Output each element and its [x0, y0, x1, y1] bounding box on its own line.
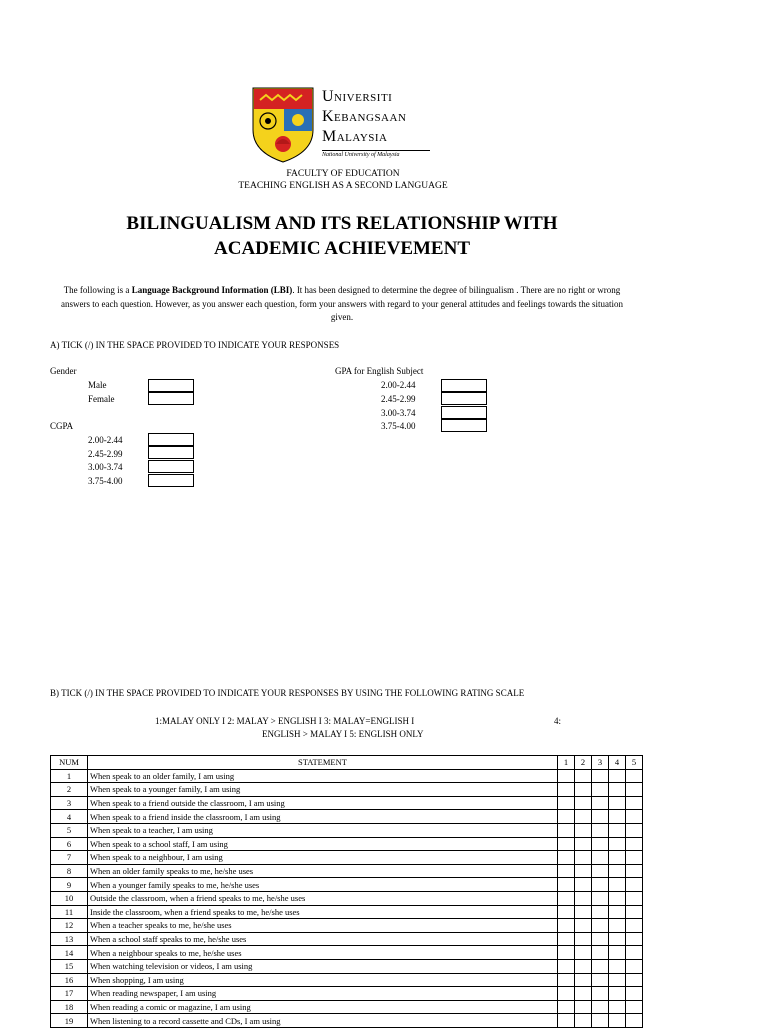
rating-cell-4[interactable] — [609, 796, 626, 810]
row-statement: When a teacher speaks to me, he/she uses — [88, 919, 558, 933]
row-num: 6 — [51, 837, 88, 851]
cgpa-option-1: 2.00-2.44 — [88, 435, 123, 445]
rating-cell-3[interactable] — [592, 1000, 609, 1014]
rating-cell-3[interactable] — [592, 783, 609, 797]
section-a-heading: A) TICK (/) IN THE SPACE PROVIDED TO INDICATE YOUR RESPONSES — [50, 340, 340, 350]
cgpa-option-4: 3.75-4.00 — [88, 476, 123, 486]
cgpa-checkbox-2[interactable] — [148, 446, 194, 459]
rating-cell-1[interactable] — [558, 987, 575, 1001]
row-num: 9 — [51, 878, 88, 892]
table-row — [51, 891, 643, 905]
row-statement: When listening to a record cassette and CDs, I am using — [88, 1014, 558, 1028]
university-logo — [250, 84, 450, 164]
rating-cell-3[interactable] — [592, 973, 609, 987]
gender-option-male: Male — [88, 380, 107, 390]
row-statement: When reading a comic or magazine, I am using — [88, 1000, 558, 1014]
rating-cell-2[interactable] — [575, 878, 592, 892]
row-num: 11 — [51, 905, 88, 919]
rating-cell-5[interactable] — [626, 946, 643, 960]
row-num: 15 — [51, 959, 88, 973]
rating-cell-4[interactable] — [609, 837, 626, 851]
rating-cell-5[interactable] — [626, 851, 643, 865]
row-num: 3 — [51, 796, 88, 810]
row-statement: Inside the classroom, when a friend speaks to me, he/she uses — [88, 905, 558, 919]
rating-cell-4[interactable] — [609, 769, 626, 783]
row-statement: When a younger family speaks to me, he/she uses — [88, 878, 558, 892]
rating-cell-2[interactable] — [575, 864, 592, 878]
row-statement: When speak to a teacher, I am using — [88, 823, 558, 837]
rating-cell-1[interactable] — [558, 932, 575, 946]
rating-cell-2[interactable] — [575, 987, 592, 1001]
rating-cell-4[interactable] — [609, 891, 626, 905]
rating-cell-5[interactable] — [626, 864, 643, 878]
rating-cell-5[interactable] — [626, 932, 643, 946]
header-num: NUM — [51, 756, 88, 770]
table-row — [51, 919, 643, 933]
rating-cell-5[interactable] — [626, 769, 643, 783]
table-row — [51, 1014, 643, 1028]
row-statement: When speak to a neighbour, I am using — [88, 851, 558, 865]
university-name-line3: Malaysia — [322, 128, 388, 145]
row-statement: When reading newspaper, I am using — [88, 987, 558, 1001]
row-statement: When speak to a younger family, I am using — [88, 783, 558, 797]
rating-cell-5[interactable] — [626, 783, 643, 797]
row-num: 19 — [51, 1014, 88, 1028]
rating-cell-2[interactable] — [575, 919, 592, 933]
university-subtitle: National University of Malaysia — [322, 150, 430, 158]
rating-cell-2[interactable] — [575, 769, 592, 783]
table-row — [51, 878, 643, 892]
rating-cell-3[interactable] — [592, 905, 609, 919]
rating-scale-line1: 1:MALAY ONLY I 2: MALAY > ENGLISH I 3: MALAY=ENGLISH I — [155, 716, 415, 726]
table-row — [51, 973, 643, 987]
cgpa-label: CGPA — [50, 421, 74, 431]
table-row — [51, 810, 643, 824]
rating-cell-1[interactable] — [558, 837, 575, 851]
gender-option-female: Female — [88, 394, 115, 404]
rating-cell-2[interactable] — [575, 810, 592, 824]
gender-label: Gender — [50, 366, 77, 376]
intro-text-bold: Language Background Information (LBI) — [131, 285, 293, 295]
row-statement: When speak to a friend outside the classroom, I am using — [88, 796, 558, 810]
rating-cell-5[interactable] — [626, 987, 643, 1001]
rating-cell-3[interactable] — [592, 810, 609, 824]
page-title-line2: ACADEMIC ACHIEVEMENT — [214, 238, 470, 259]
table-row — [51, 959, 643, 973]
faculty-text: FACULTY OF EDUCATION — [286, 169, 400, 179]
table-row — [51, 851, 643, 865]
rating-cell-2[interactable] — [575, 823, 592, 837]
table-row — [51, 796, 643, 810]
rating-cell-4[interactable] — [609, 932, 626, 946]
rating-cell-1[interactable] — [558, 946, 575, 960]
rating-cell-5[interactable] — [626, 837, 643, 851]
gpa-option-4: 3.75-4.00 — [381, 421, 416, 431]
rating-cell-3[interactable] — [592, 919, 609, 933]
rating-cell-3[interactable] — [592, 864, 609, 878]
rating-cell-5[interactable] — [626, 878, 643, 892]
rating-cell-4[interactable] — [609, 987, 626, 1001]
gender-female-checkbox[interactable] — [148, 392, 194, 405]
table-row — [51, 837, 643, 851]
row-statement: Outside the classroom, when a friend speaks to me, he/she uses — [88, 891, 558, 905]
row-num: 1 — [51, 769, 88, 783]
rating-cell-3[interactable] — [592, 823, 609, 837]
statement-table — [50, 755, 643, 1028]
table-header-row — [51, 756, 643, 770]
table-row — [51, 946, 643, 960]
rating-cell-2[interactable] — [575, 783, 592, 797]
rating-cell-5[interactable] — [626, 959, 643, 973]
rating-cell-1[interactable] — [558, 823, 575, 837]
rating-scale-line2: ENGLISH > MALAY I 5: ENGLISH ONLY — [262, 729, 424, 739]
gpa-option-1: 2.00-2.44 — [381, 380, 416, 390]
rating-cell-3[interactable] — [592, 1014, 609, 1028]
row-statement: When a neighbour speaks to me, he/she uses — [88, 946, 558, 960]
rating-cell-5[interactable] — [626, 1014, 643, 1028]
cgpa-option-3: 3.00-3.74 — [88, 462, 123, 472]
rating-cell-4[interactable] — [609, 905, 626, 919]
row-statement: When an older family speaks to me, he/she uses — [88, 864, 558, 878]
rating-cell-3[interactable] — [592, 837, 609, 851]
row-num: 12 — [51, 919, 88, 933]
rating-cell-1[interactable] — [558, 810, 575, 824]
rating-cell-4[interactable] — [609, 973, 626, 987]
row-num: 14 — [51, 946, 88, 960]
rating-cell-1[interactable] — [558, 1000, 575, 1014]
row-statement: When speak to an older family, I am using — [88, 769, 558, 783]
rating-cell-2[interactable] — [575, 891, 592, 905]
rating-cell-5[interactable] — [626, 973, 643, 987]
row-num: 17 — [51, 987, 88, 1001]
header-statement: STATEMENT — [88, 756, 558, 770]
rating-cell-4[interactable] — [609, 919, 626, 933]
rating-cell-5[interactable] — [626, 823, 643, 837]
rating-cell-4[interactable] — [609, 823, 626, 837]
rating-cell-5[interactable] — [626, 891, 643, 905]
header-rating-3: 3 — [592, 756, 609, 770]
row-num: 16 — [51, 973, 88, 987]
rating-cell-1[interactable] — [558, 1014, 575, 1028]
row-num: 18 — [51, 1000, 88, 1014]
rating-cell-3[interactable] — [592, 946, 609, 960]
row-statement: When speak to a school staff, I am using — [88, 837, 558, 851]
row-num: 7 — [51, 851, 88, 865]
page-title-line1: BILINGUALISM AND ITS RELATIONSHIP WITH — [126, 213, 558, 234]
rating-cell-4[interactable] — [609, 1014, 626, 1028]
header-rating-4: 4 — [609, 756, 626, 770]
table-row — [51, 823, 643, 837]
gpa-checkbox-4[interactable] — [441, 419, 487, 432]
cgpa-checkbox-3[interactable] — [148, 460, 194, 473]
rating-cell-1[interactable] — [558, 919, 575, 933]
program-text: TEACHING ENGLISH AS A SECOND LANGUAGE — [238, 181, 448, 191]
rating-cell-4[interactable] — [609, 878, 626, 892]
rating-cell-3[interactable] — [592, 891, 609, 905]
rating-cell-5[interactable] — [626, 796, 643, 810]
rating-cell-4[interactable] — [609, 1000, 626, 1014]
rating-scale-line1-right: 4: — [554, 716, 562, 726]
row-num: 10 — [51, 891, 88, 905]
rating-cell-2[interactable] — [575, 851, 592, 865]
row-num: 5 — [51, 823, 88, 837]
gpa-checkbox-1[interactable] — [441, 379, 487, 392]
table-row — [51, 905, 643, 919]
row-num: 13 — [51, 932, 88, 946]
gpa-checkbox-3[interactable] — [441, 406, 487, 419]
rating-cell-2[interactable] — [575, 1014, 592, 1028]
gpa-checkbox-2[interactable] — [441, 392, 487, 405]
rating-cell-3[interactable] — [592, 769, 609, 783]
header-rating-5: 5 — [626, 756, 643, 770]
row-statement: When speak to a friend inside the classroom, I am using — [88, 810, 558, 824]
rating-cell-1[interactable] — [558, 796, 575, 810]
table-row — [51, 932, 643, 946]
table-row — [51, 864, 643, 878]
table-row — [51, 1000, 643, 1014]
rating-cell-2[interactable] — [575, 796, 592, 810]
rating-cell-1[interactable] — [558, 891, 575, 905]
rating-cell-2[interactable] — [575, 932, 592, 946]
rating-cell-1[interactable] — [558, 769, 575, 783]
section-b-heading: B) TICK (/) IN THE SPACE PROVIDED TO INDICATE YOUR RESPONSES BY USING THE FOLLOWING RATING SCALE — [50, 688, 525, 698]
rating-cell-5[interactable] — [626, 1000, 643, 1014]
rating-cell-3[interactable] — [592, 959, 609, 973]
crest-icon — [250, 84, 316, 164]
rating-cell-4[interactable] — [609, 851, 626, 865]
table-row — [51, 769, 643, 783]
row-statement: When watching television or videos, I am using — [88, 959, 558, 973]
row-num: 8 — [51, 864, 88, 878]
rating-cell-4[interactable] — [609, 783, 626, 797]
row-statement: When shopping, I am using — [88, 973, 558, 987]
rating-cell-2[interactable] — [575, 959, 592, 973]
gpa-label: GPA for English Subject — [335, 366, 424, 376]
header-rating-1: 1 — [558, 756, 575, 770]
rating-cell-1[interactable] — [558, 959, 575, 973]
rating-cell-3[interactable] — [592, 796, 609, 810]
rating-cell-5[interactable] — [626, 919, 643, 933]
row-num: 4 — [51, 810, 88, 824]
cgpa-option-2: 2.45-2.99 — [88, 449, 123, 459]
rating-cell-1[interactable] — [558, 905, 575, 919]
rating-cell-2[interactable] — [575, 973, 592, 987]
rating-cell-1[interactable] — [558, 973, 575, 987]
gpa-option-2: 2.45-2.99 — [381, 394, 416, 404]
rating-cell-4[interactable] — [609, 959, 626, 973]
header-rating-2: 2 — [575, 756, 592, 770]
intro-text-after: . It has been designed to determine the degree of bilingualism . There are no right or wrong answers to each question. However, as you answer each question, form your answers with regard to your general attitudes and feelings towards the situation given. — [61, 285, 623, 322]
rating-cell-2[interactable] — [575, 946, 592, 960]
rating-cell-1[interactable] — [558, 878, 575, 892]
intro-paragraph — [50, 284, 634, 325]
university-name-line2: Kebangsaan — [322, 108, 407, 125]
rating-cell-4[interactable] — [609, 946, 626, 960]
rating-cell-1[interactable] — [558, 851, 575, 865]
rating-cell-3[interactable] — [592, 932, 609, 946]
cgpa-checkbox-4[interactable] — [148, 474, 194, 487]
rating-cell-2[interactable] — [575, 905, 592, 919]
intro-text-before: The following is a — [63, 285, 132, 295]
table-row — [51, 987, 643, 1001]
rating-cell-3[interactable] — [592, 878, 609, 892]
row-statement: When a school staff speaks to me, he/she uses — [88, 932, 558, 946]
rating-cell-1[interactable] — [558, 864, 575, 878]
rating-cell-1[interactable] — [558, 783, 575, 797]
gender-male-checkbox[interactable] — [148, 379, 194, 392]
rating-cell-2[interactable] — [575, 837, 592, 851]
rating-cell-4[interactable] — [609, 810, 626, 824]
university-name-line1: Universiti — [322, 88, 393, 105]
rating-cell-4[interactable] — [609, 864, 626, 878]
cgpa-checkbox-1[interactable] — [148, 433, 194, 446]
rating-cell-3[interactable] — [592, 987, 609, 1001]
rating-cell-5[interactable] — [626, 810, 643, 824]
rating-cell-2[interactable] — [575, 1000, 592, 1014]
rating-cell-3[interactable] — [592, 851, 609, 865]
gpa-option-3: 3.00-3.74 — [381, 408, 416, 418]
table-row — [51, 783, 643, 797]
row-num: 2 — [51, 783, 88, 797]
rating-cell-5[interactable] — [626, 905, 643, 919]
